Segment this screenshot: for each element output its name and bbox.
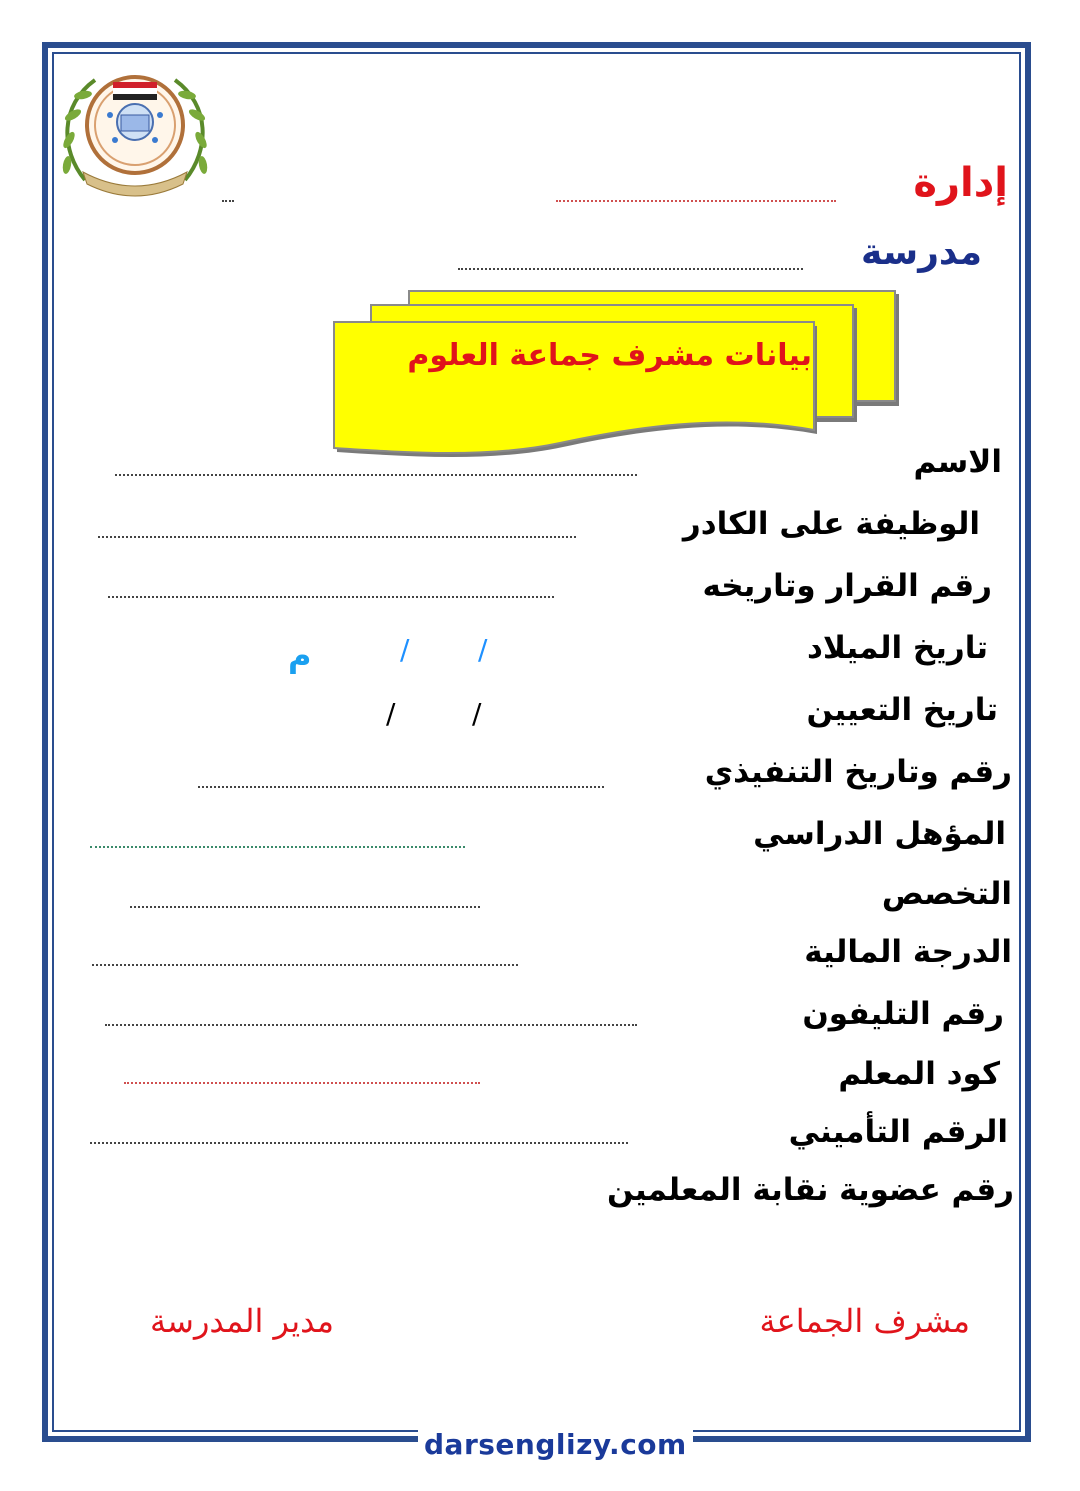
field-label-hire-date: تاريخ التعيين — [806, 692, 998, 728]
form-title: بيانات مشرف جماعة العلوم — [407, 338, 812, 373]
field-label-name: الاسم — [913, 444, 1002, 480]
administration-label: إدارة — [913, 160, 1008, 206]
field-label-phone: رقم التليفون — [802, 996, 1004, 1032]
hire-date-separator: / — [472, 697, 482, 730]
signature-supervisor: مشرف الجماعة — [759, 1302, 970, 1340]
field-label-qualification: المؤهل الدراسي — [753, 816, 1006, 852]
field-line-specialization[interactable] — [130, 906, 480, 908]
field-line-executive-number[interactable] — [198, 786, 604, 788]
school-fill-line[interactable] — [458, 268, 803, 270]
field-label-insurance-number: الرقم التأميني — [788, 1114, 1008, 1150]
field-label-specialization: التخصص — [881, 876, 1012, 912]
birth-date-separator: / — [400, 633, 410, 666]
field-label-financial-grade: الدرجة المالية — [804, 934, 1012, 970]
club-logo — [55, 60, 215, 205]
field-line-qualification[interactable] — [90, 846, 465, 848]
school-label: مدرسة — [860, 232, 982, 273]
field-line-decision-number[interactable] — [108, 596, 554, 598]
field-line-job-title[interactable] — [98, 536, 576, 538]
birth-date-suffix: م — [288, 636, 312, 674]
field-label-job-title: الوظيفة على الكادر — [682, 506, 980, 542]
field-label-teacher-code: كود المعلم — [838, 1056, 1000, 1092]
hire-date-separator: / — [386, 697, 396, 730]
field-line-teacher-code[interactable] — [124, 1082, 480, 1084]
footer-website[interactable]: darsenglizy.com — [418, 1428, 693, 1461]
field-label-syndicate-membership: رقم عضوية نقابة المعلمين — [607, 1172, 1014, 1208]
field-line-name[interactable] — [115, 474, 637, 476]
field-label-birth-date: تاريخ الميلاد — [806, 630, 988, 666]
administration-fill-line-short — [222, 200, 234, 202]
field-line-insurance-number[interactable] — [90, 1142, 628, 1144]
field-line-phone[interactable] — [105, 1024, 637, 1026]
field-label-decision-number: رقم القرار وتاريخه — [702, 568, 992, 604]
field-label-executive-number: رقم وتاريخ التنفيذي — [704, 754, 1012, 790]
signature-principal: مدير المدرسة — [150, 1302, 335, 1340]
birth-date-separator: / — [478, 633, 488, 666]
field-line-financial-grade[interactable] — [92, 964, 518, 966]
administration-fill-line[interactable] — [556, 200, 836, 202]
